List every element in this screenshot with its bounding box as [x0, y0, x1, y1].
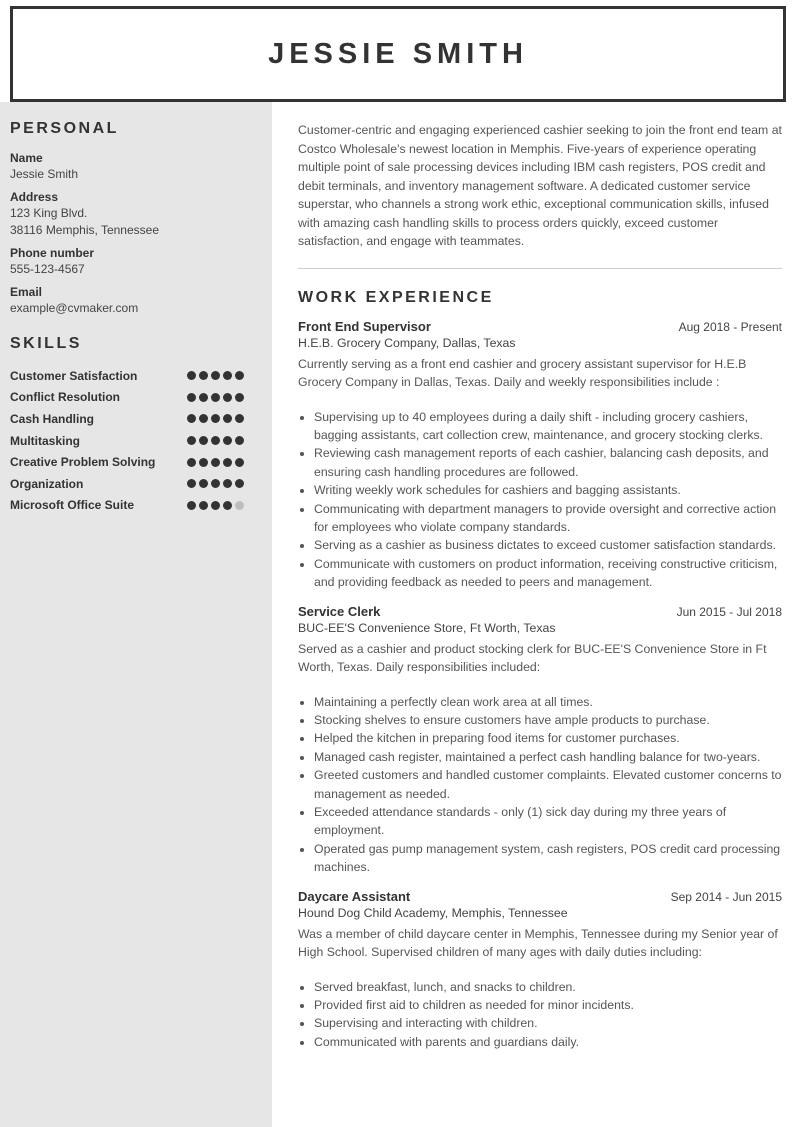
rating-dot-filled-icon [223, 479, 232, 488]
candidate-name: JESSIE SMITH [268, 37, 528, 70]
skill-rating [187, 371, 244, 380]
field-value: Jessie Smith [10, 167, 79, 181]
rating-dot-filled-icon [211, 371, 220, 380]
skill-name: Conflict Resolution [10, 390, 120, 405]
rating-dot-filled-icon [223, 501, 232, 510]
rating-dot-filled-icon [187, 371, 196, 380]
skill-row [10, 495, 250, 517]
job-description: Was a member of child daycare center in Memphis, Tennessee during my Senior year of High School. Supervised children of many ages with daily duties including: [298, 926, 778, 960]
job-entry [298, 889, 782, 1052]
job-bullet: • Helped the kitchen in preparing food items for customer purchases. [314, 729, 782, 747]
rating-dot-filled-icon [187, 501, 196, 510]
personal-field-address [10, 189, 250, 239]
skill-row [10, 430, 250, 452]
rating-dot-filled-icon [223, 436, 232, 445]
rating-dot-filled-icon [199, 501, 208, 510]
rating-dot-filled-icon [235, 458, 244, 467]
job-bullet: • Stocking shelves to ensure customers have ample products to purchase. [314, 711, 782, 729]
work-section-title: WORK EXPERIENCE [298, 288, 494, 306]
rating-dot-filled-icon [187, 414, 196, 423]
rating-dot-filled-icon [199, 458, 208, 467]
rating-dot-filled-icon [211, 436, 220, 445]
rating-dot-filled-icon [187, 393, 196, 402]
job-header [298, 604, 782, 619]
rating-dot-filled-icon [223, 414, 232, 423]
job-header [298, 889, 782, 904]
rating-dot-filled-icon [211, 414, 220, 423]
left-column [10, 120, 250, 516]
skill-rating [187, 458, 244, 467]
field-value: 123 King Blvd. [10, 206, 88, 220]
rating-dot-filled-icon [211, 458, 220, 467]
job-bullet: • Served breakfast, lunch, and snacks to children. [314, 978, 782, 996]
job-title: Daycare Assistant [298, 888, 411, 904]
job-bullet: • Communicate with customers on product information, receiving constructive criticism, and providing feedback as needed to peers and management. [314, 555, 782, 592]
rating-dot-filled-icon [199, 414, 208, 423]
rating-dot-filled-icon [211, 501, 220, 510]
rating-dot-empty-icon [235, 501, 244, 510]
job-date: Aug 2018 - Present [678, 319, 782, 334]
field-label: Email [10, 285, 43, 299]
skill-rating [187, 393, 244, 402]
rating-dot-filled-icon [235, 371, 244, 380]
field-label: Name [10, 151, 43, 165]
job-bullet: • Communicating with department managers to provide oversight and corrective action for employees who violate company standards. [314, 500, 782, 537]
job-description: Served as a cashier and product stocking clerk for BUC-EE'S Convenience Store in Ft Worth, Texas. Daily responsibilities included: [298, 641, 767, 675]
job-header [298, 319, 782, 334]
job-entry [298, 319, 782, 592]
profile-summary: Customer-centric and engaging experienced cashier seeking to join the front end team at Costco Wholesale's newest location in Memphis. Five-years of experience operating multiple point of sale processing devices including IBM cash registers, POS credit and debit terminals, and inventory management software. A dedicated customer service superstar, who channels a strong work ethic, exceptional communication skills, infused with amazing cash handling skills to process orders quickly, exceed customer satisfaction, and engage with teammates. [298, 123, 782, 248]
rating-dot-filled-icon [187, 479, 196, 488]
job-bullets [298, 408, 782, 592]
skill-name: Customer Satisfaction [10, 368, 138, 383]
job-company: H.E.B. Grocery Company, Dallas, Texas [298, 335, 516, 350]
job-bullets [298, 693, 782, 877]
skill-name: Cash Handling [10, 411, 95, 426]
job-date: Sep 2014 - Jun 2015 [670, 889, 782, 904]
rating-dot-filled-icon [223, 458, 232, 467]
job-entry [298, 604, 782, 877]
personal-section-title: PERSONAL [10, 120, 119, 137]
field-value: example@cvmaker.com [10, 301, 139, 315]
rating-dot-filled-icon [199, 371, 208, 380]
rating-dot-filled-icon [223, 393, 232, 402]
skill-row [10, 408, 250, 430]
job-bullet: • Reviewing cash management reports of each cashier, balancing cash deposits, and ensuring cash handling procedures are followed. [314, 444, 782, 481]
skill-rating [187, 436, 244, 445]
rating-dot-filled-icon [199, 393, 208, 402]
job-company: Hound Dog Child Academy, Memphis, Tennessee [298, 905, 568, 920]
header [10, 6, 786, 102]
personal-field-email [10, 284, 250, 317]
skill-rating [187, 414, 244, 423]
field-value: 38116 Memphis, Tennessee [10, 223, 159, 237]
field-value: 555-123-4567 [10, 262, 85, 276]
job-bullets [298, 978, 782, 1052]
rating-dot-filled-icon [223, 371, 232, 380]
rating-dot-filled-icon [199, 436, 208, 445]
skills-section-title: SKILLS [10, 335, 82, 352]
job-company: BUC-EE'S Convenience Store, Ft Worth, Texas [298, 620, 556, 635]
skill-row [10, 473, 250, 495]
field-label: Address [10, 190, 59, 204]
skills-list [10, 365, 250, 516]
skill-name: Microsoft Office Suite [10, 498, 135, 513]
job-description: Currently serving as a front end cashier and grocery assistant supervisor for H.E.B Grocery Company in Dallas, Texas. Daily and weekly responsibilities include : [298, 356, 747, 389]
skill-rating [187, 479, 244, 488]
job-title: Front End Supervisor [298, 318, 431, 334]
rating-dot-filled-icon [235, 479, 244, 488]
job-bullet: • Greeted customers and handled customer complaints. Elevated customer concerns to management as needed. [314, 766, 782, 803]
job-bullet: • Exceeded attendance standards - only (1) sick day during my three years of employment. [314, 803, 782, 840]
job-bullet: • Operated gas pump management system, cash registers, POS credit card processing machines. [314, 840, 782, 877]
job-bullet: • Supervising and interacting with children. [314, 1014, 782, 1032]
main-column [298, 121, 782, 1063]
job-bullet: • Supervising up to 40 employees during a daily shift - including grocery cashiers, bagging assistants, cart collection crew, maintenance, and grocery stocking clerks. [314, 408, 782, 445]
job-date: Jun 2015 - Jul 2018 [676, 604, 782, 619]
skill-row [10, 451, 250, 473]
skill-row [10, 387, 250, 409]
job-bullet: • Serving as a cashier as business dictates to exceed customer satisfaction standards. [314, 536, 782, 554]
job-bullet: • Writing weekly work schedules for cashiers and bagging assistants. [314, 481, 782, 499]
jobs-list [298, 319, 782, 1052]
skill-rating [187, 501, 244, 510]
rating-dot-filled-icon [211, 479, 220, 488]
field-label: Phone number [10, 246, 95, 260]
skill-row [10, 365, 250, 387]
rating-dot-filled-icon [187, 436, 196, 445]
job-bullet: • Provided first aid to children as needed for minor incidents. [314, 996, 782, 1014]
rating-dot-filled-icon [199, 479, 208, 488]
job-title: Service Clerk [298, 603, 381, 619]
skill-name: Multitasking [10, 433, 81, 448]
personal-field-name [10, 150, 250, 183]
rating-dot-filled-icon [211, 393, 220, 402]
rating-dot-filled-icon [235, 414, 244, 423]
job-bullet: • Communicated with parents and guardians daily. [314, 1033, 782, 1051]
section-divider [298, 268, 782, 269]
job-bullet: • Managed cash register, maintained a perfect cash handling balance for two-years. [314, 748, 782, 766]
rating-dot-filled-icon [187, 458, 196, 467]
job-bullet: • Maintaining a perfectly clean work area at all times. [314, 693, 782, 711]
personal-field-phone [10, 245, 250, 278]
skill-name: Organization [10, 476, 84, 491]
skill-name: Creative Problem Solving [10, 455, 156, 470]
rating-dot-filled-icon [235, 393, 244, 402]
rating-dot-filled-icon [235, 436, 244, 445]
